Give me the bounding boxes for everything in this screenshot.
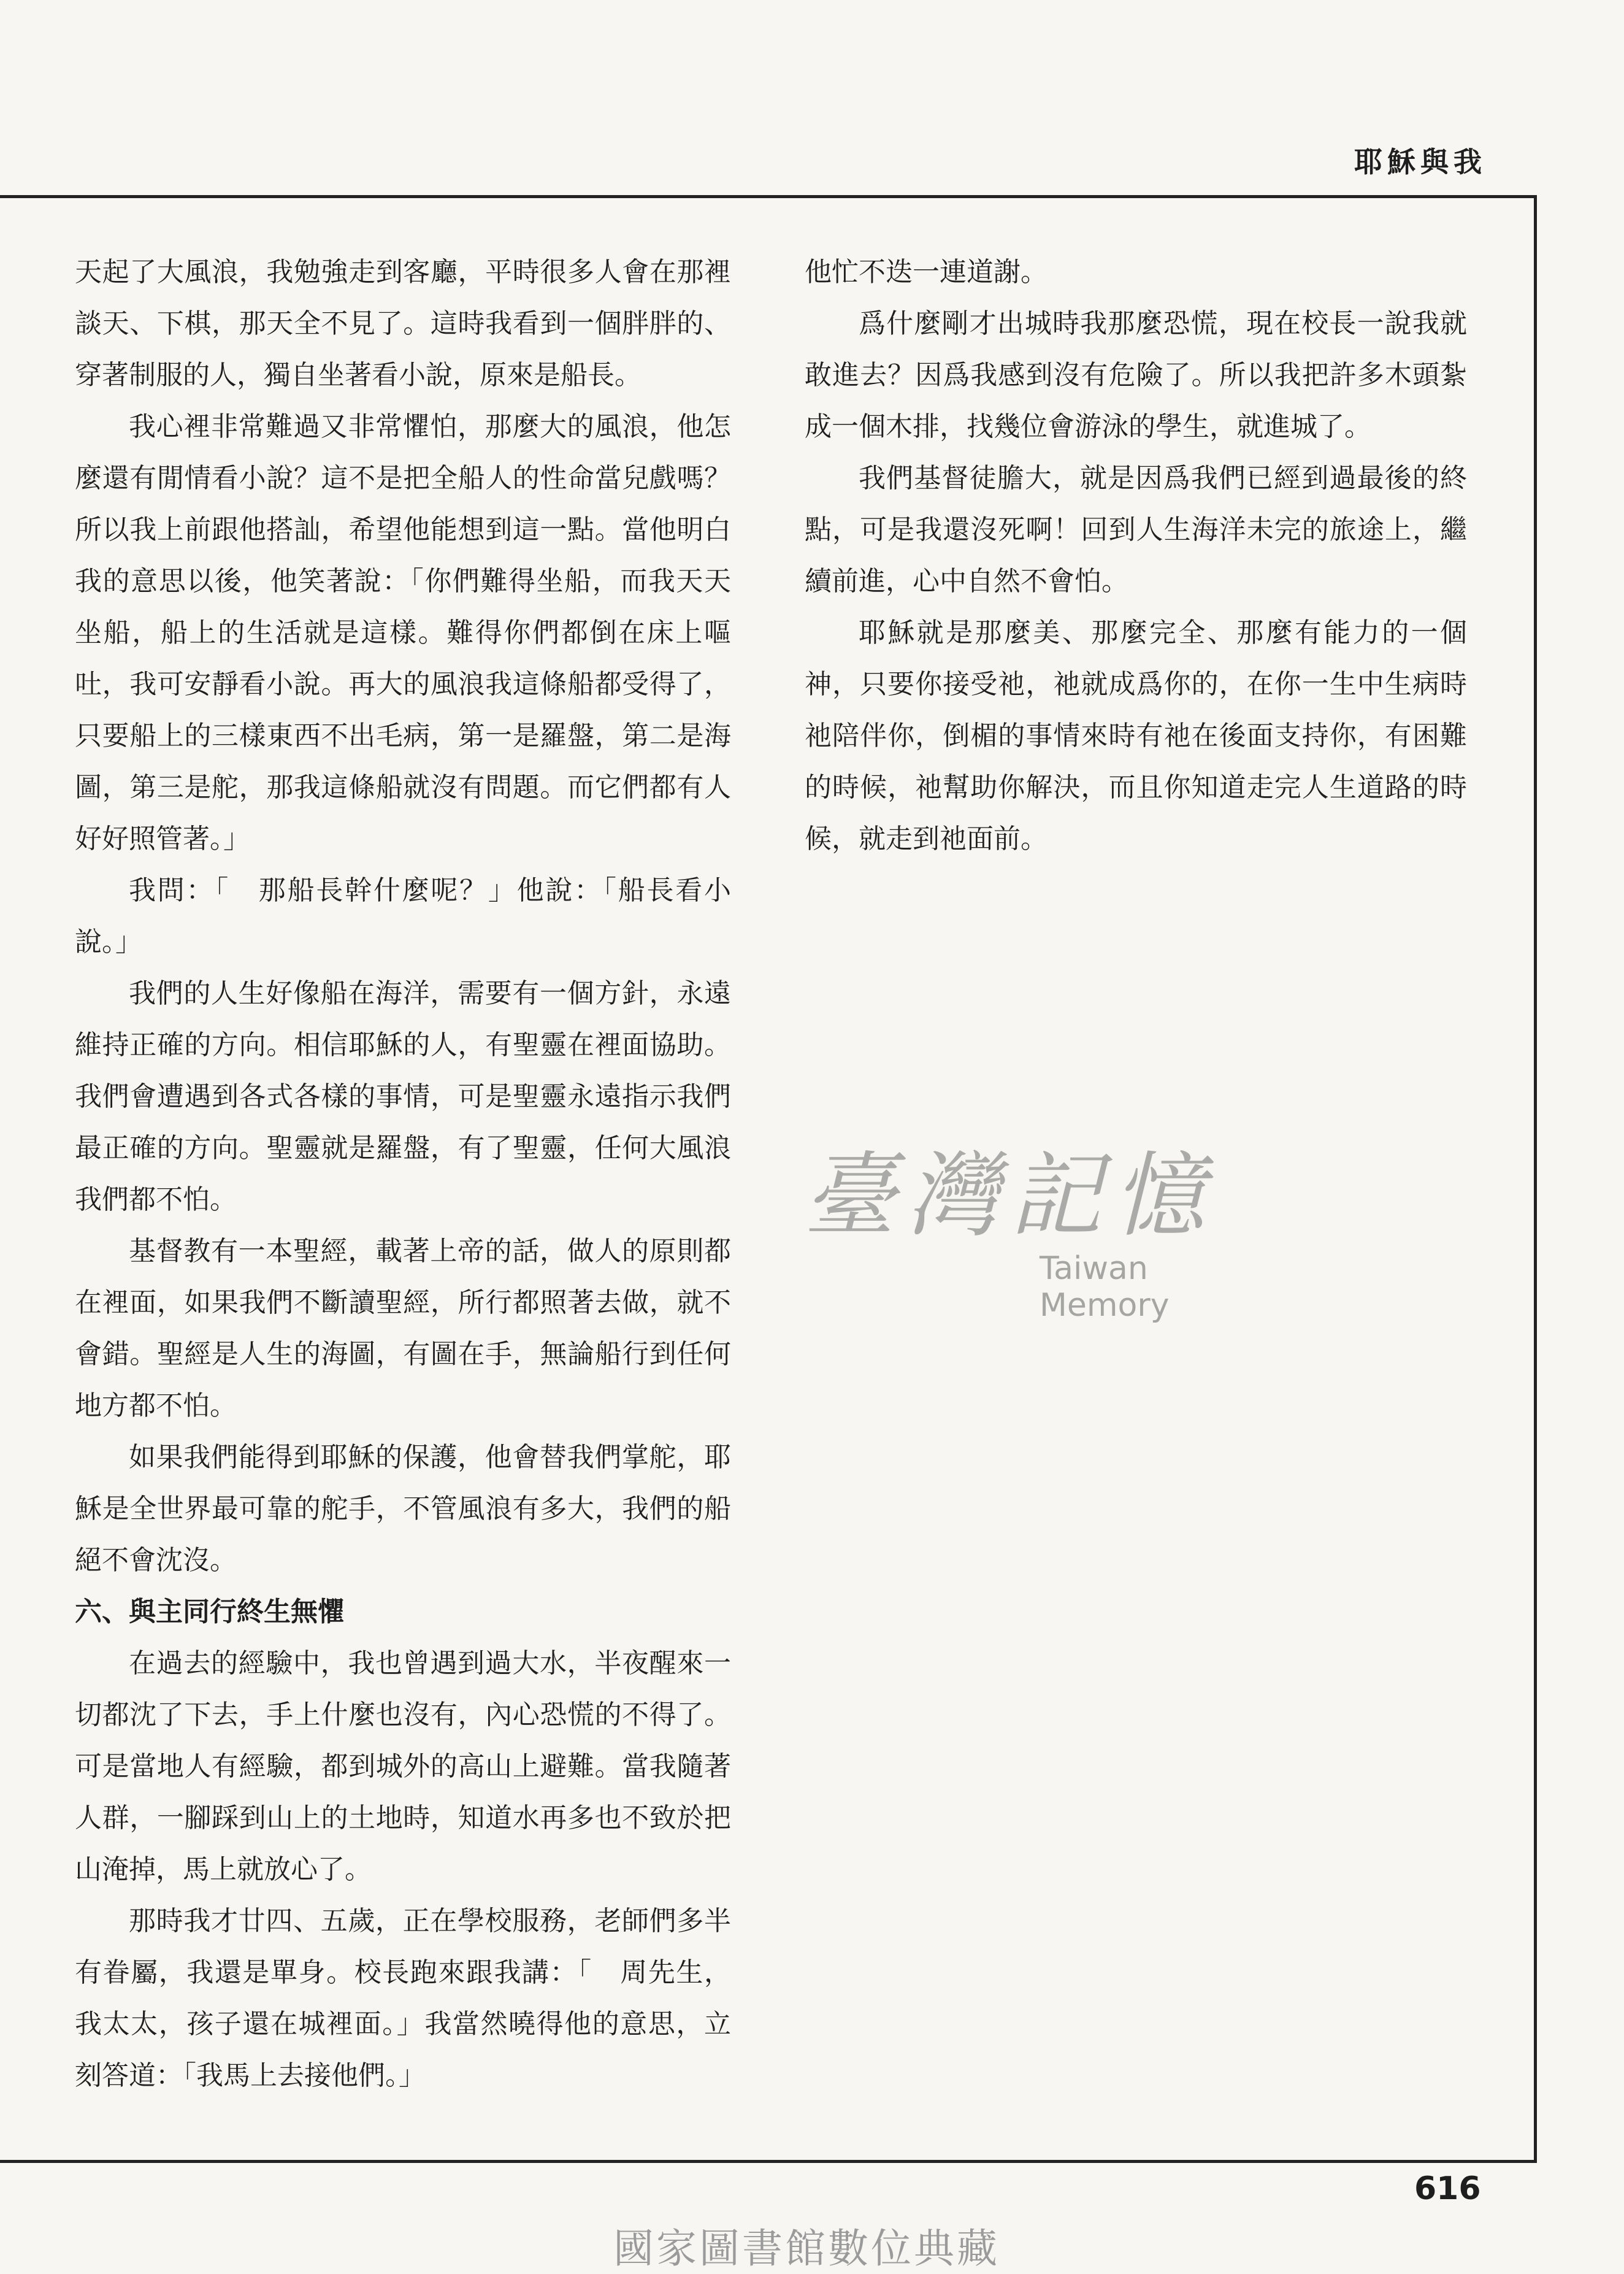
watermark-chinese: 臺灣記憶 (803, 1143, 1216, 1250)
right-column (805, 247, 1467, 865)
paragraph: 我們的人生好像船在海洋，需要有一個方針，永遠維持正確的方向。相信耶穌的人，有聖靈在裡面協助。我們會遭遇到各式各樣的事情，可是聖靈永遠指示我們最正確的方向。聖靈就是羅盤，有了聖靈，任何大風浪我們都不怕。 (75, 978, 731, 1215)
paragraph: 基督教有一本聖經，載著上帝的話，做人的原則都在裡面，如果我們不斷讀聖經，所行都照著去做，就不會錯。聖經是人生的海圖，有圖在手，無論船行到任何地方都不怕。 (75, 1235, 731, 1421)
paragraph: 在過去的經驗中，我也曾遇到過大水，半夜醒來一切都沈了下去，手上什麼也沒有，內心恐慌的不得了。可是當地人有經驗，都到城外的高山上避難。當我隨著人群，一腳踩到山上的土地時，知道水再多也不致於把山淹掉，馬上就放心了。 (75, 1648, 731, 1885)
paragraph: 我們基督徒膽大，就是因爲我們已經到過最後的終點，可是我還沒死啊！回到人生海洋未完的旅途上，繼續前進，心中自然不會怕。 (805, 463, 1467, 597)
paragraph: 爲什麼剛才出城時我那麼恐慌，現在校長一說我就敢進去？因爲我感到沒有危險了。所以我把許多木頭紮成一個木排，找幾位會游泳的學生，就進城了。 (805, 308, 1467, 442)
watermark-english: Taiwan Memory (1040, 1250, 1170, 1324)
running-header-title: 耶穌與我 (1354, 145, 1487, 179)
page-number: 616 (1414, 2170, 1481, 2207)
section-heading: 六、與主同行終生無懼 (75, 1596, 345, 1627)
left-column (75, 247, 731, 2102)
paragraph: 如果我們能得到耶穌的保護，他會替我們掌舵，耶穌是全世界最可靠的舵手，不管風浪有多大，我們的船絕不會沈沒。 (75, 1442, 731, 1576)
top-rule (0, 195, 1537, 198)
taiwan-memory-watermark (803, 1138, 1282, 1324)
paragraph: 他忙不迭一連道謝。 (805, 256, 1048, 288)
bottom-rule (0, 2160, 1537, 2163)
paragraph: 那時我才廿四、五歲，正在學校服務，老師們多半有眷屬，我還是單身。校長跑來跟我講：「 周先生，我太太，孩子還在城裡面。」我當然曉得他的意思，立刻答道：「我馬上去接他們。」 (75, 1905, 731, 2091)
paragraph: 我心裡非常難過又非常懼怕，那麼大的風浪，他怎麼還有閒情看小說？這不是把全船人的性命當兒戲嗎？所以我上前跟他搭訕，希望他能想到這一點。當他明白我的意思以後，他笑著說：「你們難得坐船，而我天天坐船，船上的生活就是這樣。難得你們都倒在床上嘔吐，我可安靜看小說。再大的風浪我這條船都受得了，只要船上的三樣東西不出毛病，第一是羅盤，第二是海圖，第三是舵，那我這條船就沒有問題。而它們都有人好好照管著。」 (75, 411, 731, 855)
library-stamp: 國家圖書館數位典藏 (613, 2225, 1000, 2272)
paragraph: 天起了大風浪，我勉強走到客廳，平時很多人會在那裡談天、下棋，那天全不見了。這時我看到一個胖胖的、穿著制服的人，獨自坐著看小說，原來是船長。 (75, 256, 731, 391)
paragraph: 我問：「 那船長幹什麼呢？」他說：「船長看小說。」 (75, 875, 731, 958)
paragraph: 耶穌就是那麼美、那麼完全、那麼有能力的一個神，只要你接受祂，祂就成爲你的，在你一生中生病時祂陪伴你，倒楣的事情來時有祂在後面支持你，有困難的時候，祂幫助你解決，而且你知道走完人生道路的時候，就走到祂面前。 (805, 617, 1467, 855)
right-rule (1534, 195, 1537, 2163)
